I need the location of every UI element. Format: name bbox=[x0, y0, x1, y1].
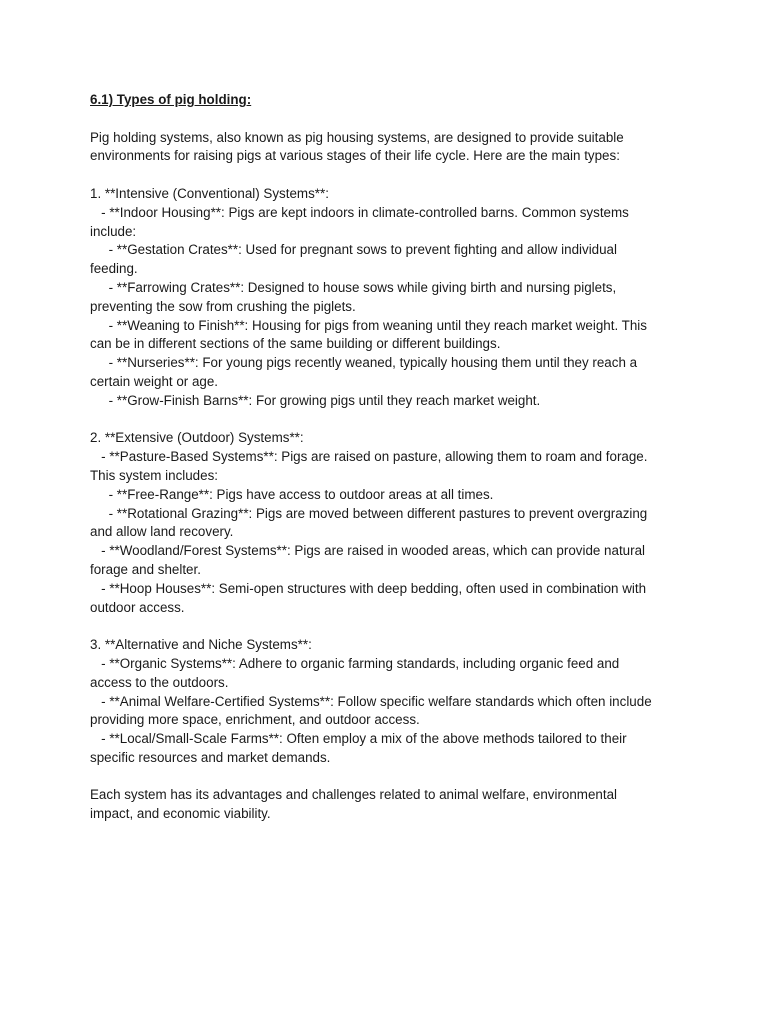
spacer bbox=[90, 617, 690, 636]
text-line: - **Rotational Grazing**: Pigs are moved between different pastures to prevent overgrazing bbox=[90, 505, 648, 521]
text-line: Pig holding systems, also known as pig housing systems, are designed to provide suitable bbox=[90, 129, 624, 145]
document-page bbox=[90, 91, 690, 824]
text-line: access to the outdoors. bbox=[90, 674, 229, 690]
section-title: 1. **Intensive (Conventional) Systems**: bbox=[90, 185, 329, 201]
text-line: - **Pasture-Based Systems**: Pigs are raised on pasture, allowing them to roam and forage. bbox=[90, 449, 648, 465]
text-line: environments for raising pigs at various stages of their life cycle. Here are the main types: bbox=[90, 148, 620, 164]
text-line: - **Local/Small-Scale Farms**: Often employ a mix of the above methods tailored to their bbox=[90, 731, 627, 747]
text-line: specific resources and market demands. bbox=[90, 749, 331, 765]
text-line: - **Indoor Housing**: Pigs are kept indoors in climate-controlled barns. Common systems bbox=[90, 204, 629, 220]
spacer bbox=[90, 411, 690, 430]
text-line: outdoor access. bbox=[90, 599, 185, 615]
text-line: - **Grow-Finish Barns**: For growing pigs until they reach market weight. bbox=[90, 392, 541, 408]
text-line: preventing the sow from crushing the piglets. bbox=[90, 298, 356, 314]
text-line: - **Farrowing Crates**: Designed to house sows while giving birth and nursing piglets, bbox=[90, 279, 617, 295]
text-line: certain weight or age. bbox=[90, 373, 219, 389]
section-heading: 6.1) Types of pig holding: bbox=[90, 92, 252, 107]
text-line: - **Free-Range**: Pigs have access to outdoor areas at all times. bbox=[90, 486, 494, 502]
text-line: - **Organic Systems**: Adhere to organic farming standards, including organic feed and bbox=[90, 655, 620, 671]
intro-paragraph bbox=[90, 129, 690, 167]
text-line: can be in different sections of the same building or different buildings. bbox=[90, 336, 501, 352]
spacer bbox=[90, 110, 690, 129]
text-line: - **Nurseries**: For young pigs recently weaned, typically housing them until they reach a bbox=[90, 355, 638, 371]
section-alternative bbox=[90, 636, 690, 768]
text-line: - **Animal Welfare-Certified Systems**: Follow specific welfare standards which often include bbox=[90, 693, 652, 709]
text-line: and allow land recovery. bbox=[90, 524, 234, 540]
closing-paragraph bbox=[90, 786, 690, 824]
text-line: - **Weaning to Finish**: Housing for pigs from weaning until they reach market weight. This bbox=[90, 317, 647, 333]
section-extensive bbox=[90, 429, 690, 617]
spacer bbox=[90, 768, 690, 787]
text-line: feeding. bbox=[90, 261, 138, 277]
spacer bbox=[90, 166, 690, 185]
section-title: 2. **Extensive (Outdoor) Systems**: bbox=[90, 430, 304, 446]
text-line: - **Gestation Crates**: Used for pregnant sows to prevent fighting and allow individual bbox=[90, 242, 617, 258]
section-title: 3. **Alternative and Niche Systems**: bbox=[90, 637, 312, 653]
text-line: Each system has its advantages and challenges related to animal welfare, environmental bbox=[90, 787, 617, 803]
text-line: - **Woodland/Forest Systems**: Pigs are raised in wooded areas, which can provide natural bbox=[90, 543, 645, 559]
text-line: forage and shelter. bbox=[90, 561, 201, 577]
text-line: - **Hoop Houses**: Semi-open structures with deep bedding, often used in combination with bbox=[90, 580, 647, 596]
text-line: impact, and economic viability. bbox=[90, 806, 271, 822]
section-intensive bbox=[90, 185, 690, 411]
text-line: providing more space, enrichment, and outdoor access. bbox=[90, 712, 420, 728]
text-line: This system includes: bbox=[90, 467, 218, 483]
text-line: include: bbox=[90, 223, 137, 239]
